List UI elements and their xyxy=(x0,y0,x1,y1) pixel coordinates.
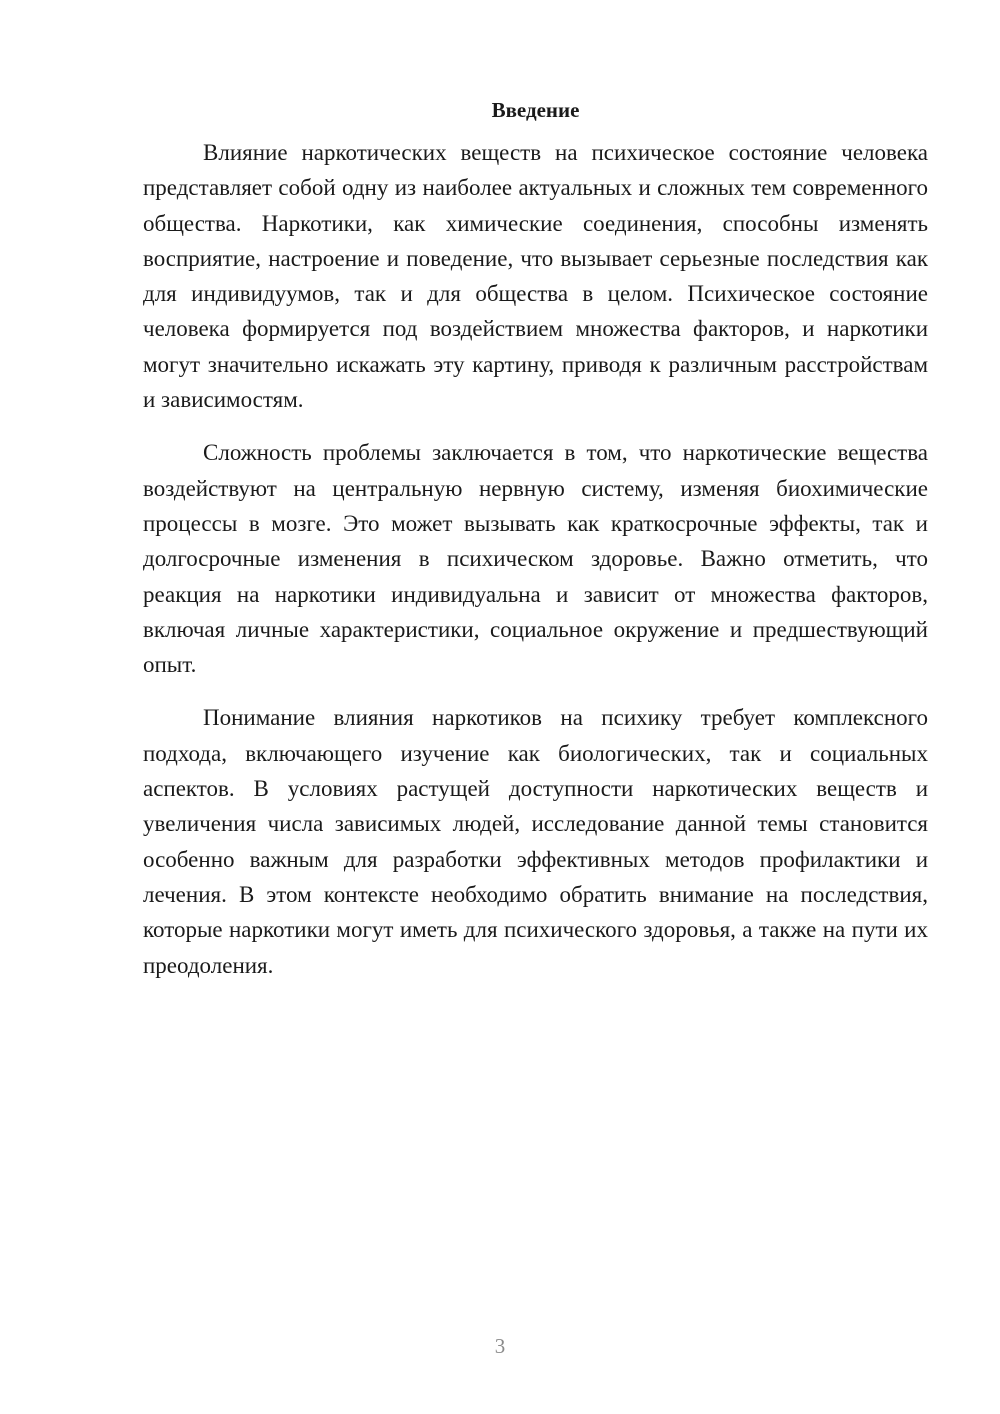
paragraph-3: Понимание влияния наркотиков на психику требует комплексного подхода, включающего изучение как биологических, так и социальных аспектов. В условиях растущей доступности наркотических веществ и увеличения числа зависимых людей, исследование данной темы становится особенно важным для разработки эффективных методов профилактики и лечения. В этом контексте необходимо обратить внимание на последствия, которые наркотики могут иметь для психического здоровья, а также на пути их преодоления. xyxy=(143,705,928,978)
page-content xyxy=(143,92,928,1001)
section-title: Введение xyxy=(491,98,580,122)
page-number: 3 xyxy=(494,1334,506,1358)
paragraph-2: Сложность проблемы заключается в том, что наркотические вещества воздействуют на центральную нервную систему, изменяя биохимические процессы в мозге. Это может вызывать как краткосрочные эффекты, так и долгосрочные изменения в психическом здоровье. Важно отметить, что реакция на наркотики индивидуальна и зависит от множества факторов, включая личные характеристики, социальное окружение и предшествующий опыт. xyxy=(143,440,928,678)
paragraph-1: Влияние наркотических веществ на психическое состояние человека представляет собой одну из наиболее актуальных и сложных тем современного общества. Наркотики, как химические соединения, способны изменять восприятие, настроение и поведение, что вызывает серьезные последствия как для индивидуумов, так и для общества в целом. Психическое состояние человека формируется под воздействием множества факторов, и наркотики могут значительно искажать эту картину, приводя к различным расстройствам и зависимостям. xyxy=(143,140,928,413)
